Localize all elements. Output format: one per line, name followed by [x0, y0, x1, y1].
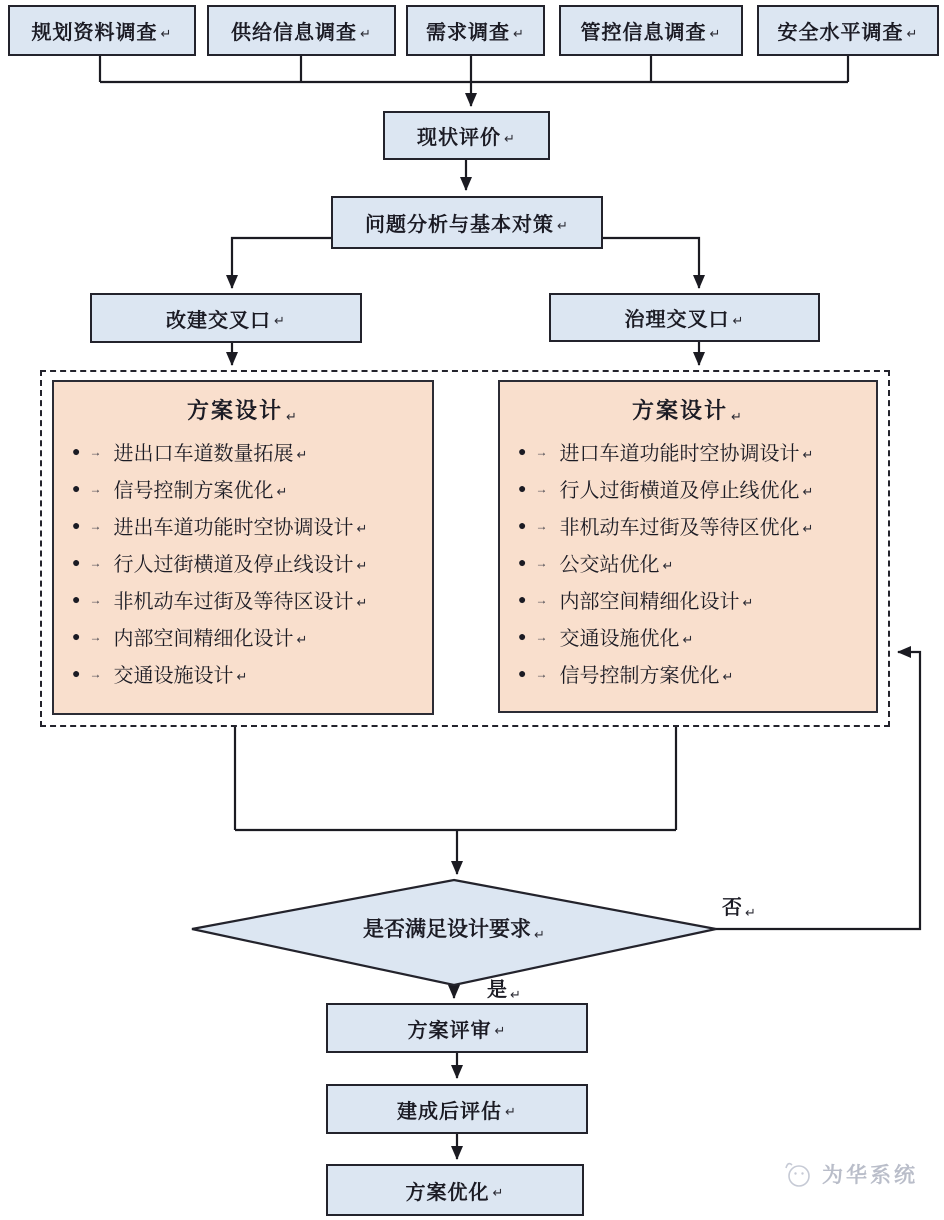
- decision-label-text: 是否满足设计要求: [363, 918, 532, 941]
- design-item-list: [54, 433, 432, 692]
- design-item: [72, 507, 432, 544]
- design-item-list: [500, 433, 876, 692]
- return-mark: ↵: [356, 557, 368, 573]
- bullet-icon: ●: [72, 553, 81, 570]
- node-scheme-review: [326, 1003, 588, 1053]
- design-item-text: 非机动车过街及等待区优化: [559, 517, 800, 539]
- return-mark: ↵: [160, 25, 173, 41]
- node-post-construction-evaluation: [326, 1084, 588, 1134]
- return-mark: ↵: [296, 446, 308, 462]
- design-item-text: 内部空间精细化设计: [113, 628, 294, 650]
- tab-mark-icon: →: [89, 518, 102, 533]
- node-label: 安全水平调查: [777, 22, 904, 44]
- return-mark: ↵: [356, 520, 368, 536]
- return-mark: ↵: [709, 25, 722, 41]
- top-collector-line: [100, 56, 848, 82]
- return-mark: ↵: [682, 631, 694, 647]
- node-treat-intersection: [549, 293, 820, 342]
- design-item: [72, 544, 432, 581]
- branch-left: [232, 238, 331, 288]
- tab-mark-icon: →: [535, 629, 548, 644]
- panel-title-text: 方案设计: [632, 398, 729, 423]
- design-item: [518, 470, 876, 507]
- node-rebuild-intersection: [90, 293, 362, 343]
- design-item-text: 行人过街横道及停止线设计: [113, 554, 354, 576]
- design-item-text: 进出口车道数量拓展: [113, 443, 294, 465]
- return-mark: ↵: [802, 520, 814, 536]
- design-item-text: 进口车道功能时空协调设计: [559, 443, 800, 465]
- watermark-text: 为华系统: [822, 1164, 918, 1187]
- return-mark: ↵: [732, 312, 745, 328]
- tab-mark-icon: →: [89, 444, 102, 459]
- edge-label-yes: [487, 973, 521, 1002]
- edge-label-no: [722, 891, 756, 920]
- bullet-icon: ●: [72, 516, 81, 533]
- return-mark: ↵: [722, 668, 734, 684]
- return-mark: ↵: [534, 927, 545, 942]
- design-item-text: 信号控制方案优化: [559, 665, 720, 687]
- node-label: 方案优化: [405, 1181, 490, 1204]
- return-mark: ↵: [296, 631, 308, 647]
- node-current-status-evaluation: [383, 111, 550, 160]
- tab-mark-icon: →: [535, 481, 548, 496]
- merge-lines: [235, 727, 676, 830]
- bullet-icon: ●: [518, 664, 527, 681]
- node-label: 规划资料调查: [31, 22, 158, 44]
- bullet-icon: ●: [518, 627, 527, 644]
- decision-label: [279, 913, 629, 943]
- return-mark: ↵: [504, 130, 516, 146]
- design-item-text: 公交站优化: [559, 554, 660, 576]
- node-label: 改建交叉口: [166, 309, 272, 332]
- node-planning-data-survey: [8, 5, 196, 56]
- node-control-info-survey: [559, 5, 743, 56]
- design-item: [518, 507, 876, 544]
- return-mark: ↵: [276, 483, 288, 499]
- node-problem-analysis: [331, 196, 603, 249]
- return-mark: ↵: [557, 217, 569, 233]
- return-mark: ↵: [274, 313, 286, 328]
- return-mark: ↵: [906, 25, 919, 41]
- design-item-text: 非机动车过街及等待区设计: [113, 591, 354, 613]
- watermark: [783, 1159, 918, 1189]
- design-item: [72, 470, 432, 507]
- return-mark: ↵: [286, 409, 299, 424]
- design-item-text: 内部空间精细化设计: [559, 591, 740, 613]
- design-item: [518, 655, 876, 692]
- tab-mark-icon: →: [89, 666, 102, 681]
- node-label: 治理交叉口: [624, 309, 730, 331]
- return-mark: ↵: [360, 25, 372, 41]
- tab-mark-icon: →: [535, 444, 548, 459]
- tab-mark-icon: →: [89, 555, 102, 570]
- bullet-icon: ●: [518, 442, 527, 459]
- node-demand-survey: [406, 5, 545, 56]
- design-item-text: 行人过街横道及停止线优化: [559, 480, 800, 502]
- weihua-logo-icon: [783, 1159, 813, 1189]
- design-item: [72, 581, 432, 618]
- node-label: 现状评价: [417, 127, 502, 149]
- design-item: [518, 618, 876, 655]
- design-item-text: 信号控制方案优化: [113, 480, 274, 502]
- tab-mark-icon: →: [535, 518, 548, 533]
- design-item-text: 进出车道功能时空协调设计: [113, 517, 354, 539]
- return-mark: ↵: [356, 594, 368, 610]
- design-item-text: 交通设施设计: [113, 665, 234, 687]
- design-item: [518, 544, 876, 581]
- branch-right: [603, 238, 699, 288]
- bullet-icon: ●: [72, 479, 81, 496]
- bullet-icon: ●: [72, 627, 81, 644]
- return-mark: ↵: [745, 905, 756, 920]
- node-label: 管控信息调查: [580, 22, 707, 44]
- node-label: 供给信息调查: [231, 22, 358, 44]
- return-mark: ↵: [510, 987, 521, 1002]
- return-mark: ↵: [494, 1023, 507, 1038]
- tab-mark-icon: →: [89, 481, 102, 496]
- node-label: 需求调查: [426, 22, 511, 44]
- return-mark: ↵: [236, 668, 248, 684]
- return-mark: ↵: [505, 1104, 517, 1119]
- design-item: [72, 618, 432, 655]
- tab-mark-icon: →: [535, 592, 548, 607]
- return-mark: ↵: [802, 483, 814, 499]
- edge-label-no-text: 否: [722, 897, 742, 919]
- panel-title: [54, 394, 432, 425]
- bullet-icon: ●: [72, 590, 81, 607]
- scheme-design-panel-right: [498, 380, 878, 713]
- return-mark: ↵: [802, 446, 814, 462]
- node-scheme-optimization: [326, 1164, 584, 1216]
- bullet-icon: ●: [518, 516, 527, 533]
- return-mark: ↵: [513, 25, 525, 41]
- scheme-design-panel-left: [52, 380, 434, 715]
- bullet-icon: ●: [72, 664, 81, 681]
- return-mark: ↵: [731, 409, 744, 424]
- design-item: [72, 655, 432, 692]
- edge-label-yes-text: 是: [487, 979, 507, 1001]
- node-safety-level-survey: [757, 5, 939, 56]
- node-label: 问题分析与基本对策: [365, 214, 555, 236]
- bullet-icon: ●: [518, 590, 527, 607]
- design-item: [518, 433, 876, 470]
- tab-mark-icon: →: [535, 555, 548, 570]
- tab-mark-icon: →: [89, 629, 102, 644]
- bullet-icon: ●: [72, 442, 81, 459]
- node-label: 方案评审: [407, 1019, 492, 1042]
- bullet-icon: ●: [518, 479, 527, 496]
- node-supply-info-survey: [207, 5, 396, 56]
- node-label: 建成后评估: [397, 1100, 503, 1123]
- tab-mark-icon: →: [89, 592, 102, 607]
- return-mark: ↵: [492, 1185, 505, 1200]
- design-item: [518, 581, 876, 618]
- tab-mark-icon: →: [535, 666, 548, 681]
- panel-title: [500, 394, 876, 425]
- design-item-text: 交通设施优化: [559, 628, 680, 650]
- bullet-icon: ●: [518, 553, 527, 570]
- design-item: [72, 433, 432, 470]
- return-mark: ↵: [662, 557, 674, 573]
- panel-title-text: 方案设计: [187, 398, 284, 423]
- return-mark: ↵: [742, 594, 754, 610]
